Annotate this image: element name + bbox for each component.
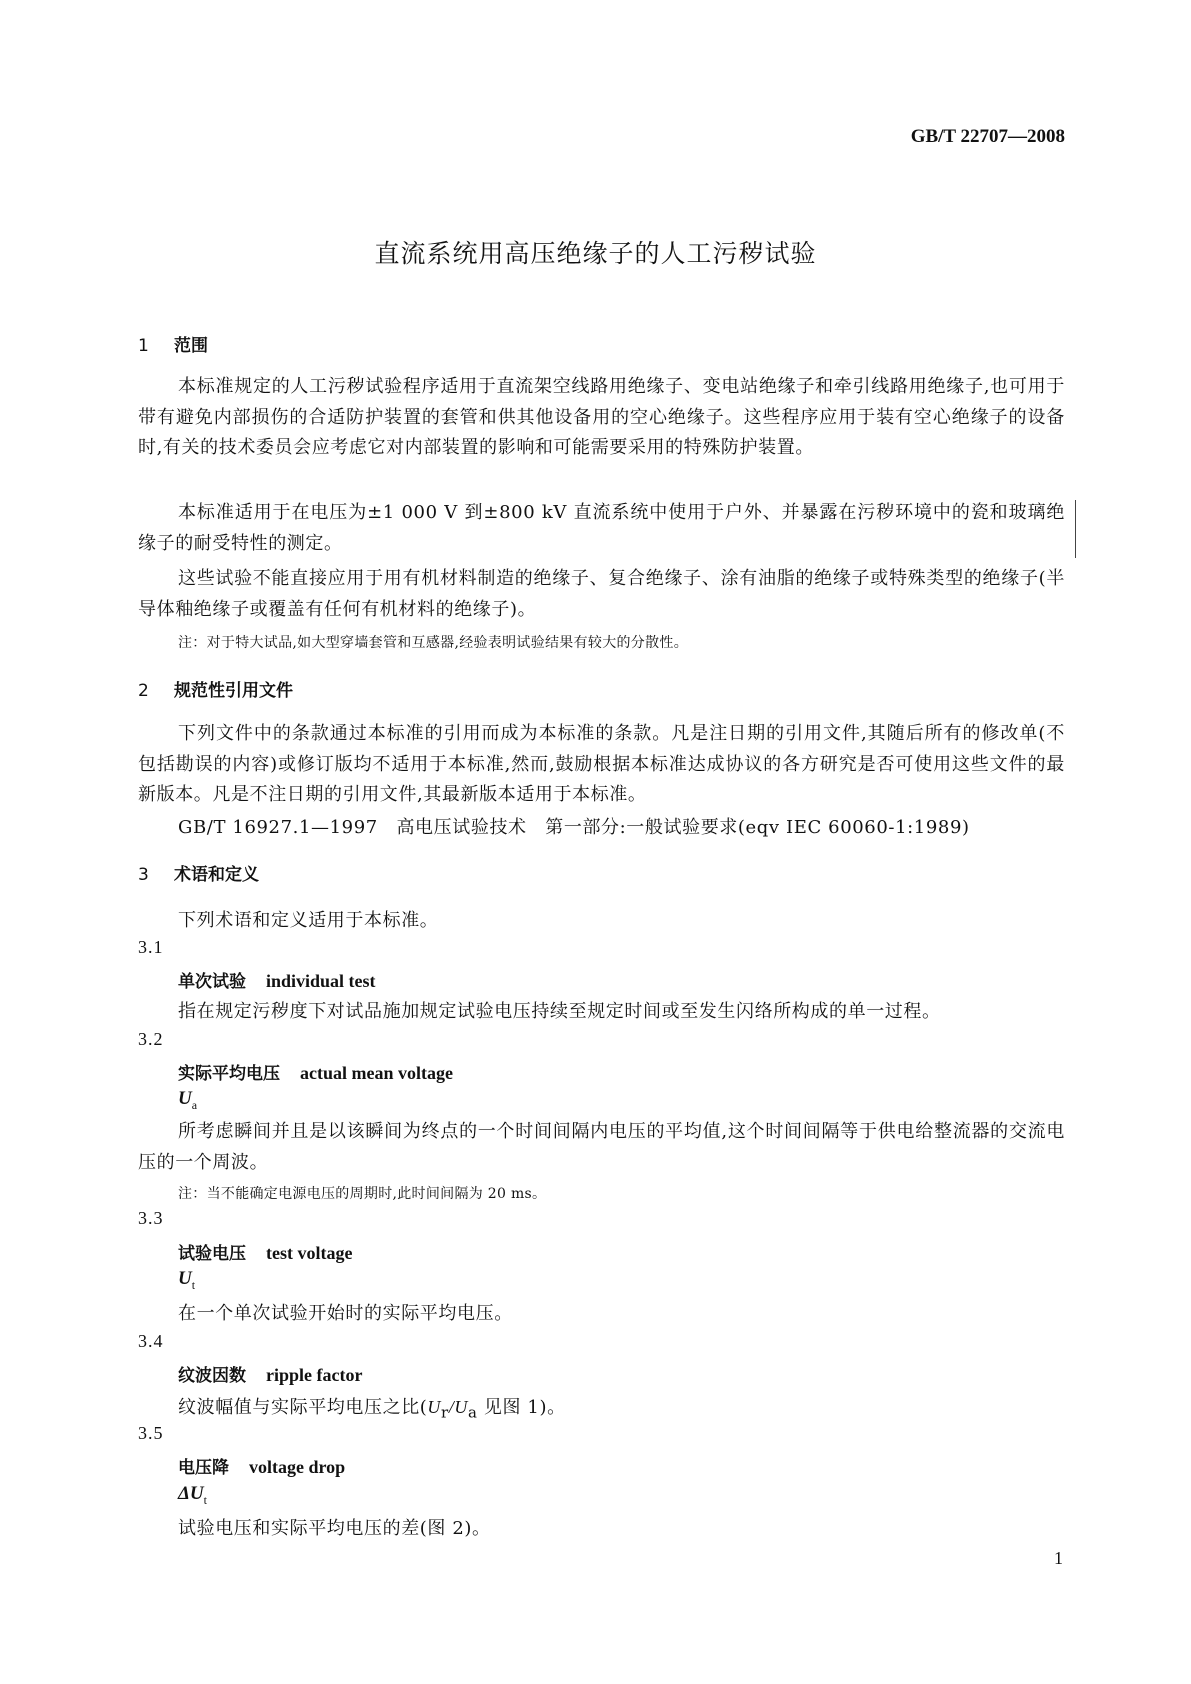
symbol-main: ΔU <box>178 1483 204 1504</box>
term-zh: 实际平均电压 <box>178 1064 280 1084</box>
definition: 试验电压和实际平均电压的差(图 2)。 <box>178 1518 491 1539</box>
paragraph: 下列术语和定义适用于本标准。 <box>178 910 439 931</box>
term-en: voltage drop <box>249 1457 346 1477</box>
standard-number: GB/T 22707—2008 <box>910 126 1065 147</box>
term <box>178 967 376 992</box>
formula-subscript: a <box>468 1403 478 1422</box>
symbol <box>178 1088 197 1113</box>
definition-text: 见图 1)。 <box>477 1397 566 1418</box>
section-2-heading <box>138 676 293 701</box>
definition: 所考虑瞬间并且是以该瞬间为终点的一个时间间隔内电压的平均值,这个时间间隔等于供电给整流器的交流电压的一个周波。 <box>138 1121 1065 1173</box>
clause-number: 3.5 <box>138 1423 164 1443</box>
definition <box>178 1393 566 1422</box>
section-number: 2 <box>138 681 149 701</box>
note: 注：对于特大试品,如大型穿墙套管和互感器,经验表明试验结果有较大的分散性。 <box>178 635 688 651</box>
formula-subscript: r <box>441 1403 449 1422</box>
clause-number: 3.2 <box>138 1029 164 1049</box>
paragraph: 下列文件中的条款通过本标准的引用而成为本标准的条款。凡是注日期的引用文件,其随后所有的修改单(不包括勘误的内容)或修订版均不适用于本标准,然而,鼓励根据本标准达成协议的各方研究是否可使用这些文件的最新版本。凡是不注日期的引用文件,其最新版本适用于本标准。 <box>138 723 1065 805</box>
section-number: 1 <box>138 336 149 356</box>
page-number: 1 <box>1054 1548 1063 1568</box>
symbol-main: U <box>178 1268 192 1289</box>
paragraph: 这些试验不能直接应用于用有机材料制造的绝缘子、复合绝缘子、涂有油脂的绝缘子或特殊类型的绝缘子(半导体釉绝缘子或覆盖有任何有机材料的绝缘子)。 <box>138 568 1065 620</box>
definition: 指在规定污秽度下对试品施加规定试验电压持续至规定时间或至发生闪络所构成的单一过程。 <box>178 1001 941 1022</box>
paragraph: 本标准适用于在电压为±1 000 V 到±800 kV 直流系统中使用于户外、并暴露在污秽环境中的瓷和玻璃绝缘子的耐受特性的测定。 <box>138 502 1065 554</box>
term <box>178 1059 453 1084</box>
note: 注：当不能确定电源电压的周期时,此时间间隔为 20 ms。 <box>178 1186 547 1202</box>
change-bar <box>1075 500 1076 558</box>
section-1-heading <box>138 331 208 356</box>
symbol-subscript: t <box>203 1492 207 1507</box>
definition-text: 纹波幅值与实际平均电压之比( <box>178 1397 428 1418</box>
symbol <box>178 1268 195 1293</box>
term-en: test voltage <box>266 1243 353 1263</box>
formula-symbol: U <box>427 1397 442 1417</box>
term <box>178 1239 352 1264</box>
symbol-subscript: a <box>191 1097 198 1112</box>
term-zh: 试验电压 <box>178 1244 246 1264</box>
term-zh: 纹波因数 <box>178 1366 246 1386</box>
symbol-main: U <box>178 1088 192 1109</box>
clause-number: 3.3 <box>138 1208 164 1228</box>
term-en: actual mean voltage <box>300 1063 453 1083</box>
section-number: 3 <box>138 865 149 885</box>
clause-number: 3.4 <box>138 1331 164 1351</box>
symbol-subscript: t <box>191 1277 196 1292</box>
definition: 在一个单次试验开始时的实际平均电压。 <box>178 1303 513 1324</box>
term-zh: 单次试验 <box>178 972 246 992</box>
section-title: 术语和定义 <box>174 865 259 885</box>
term <box>178 1361 362 1386</box>
term <box>178 1453 345 1478</box>
term-zh: 电压降 <box>178 1458 229 1478</box>
section-title: 规范性引用文件 <box>174 681 293 701</box>
formula-symbol: /U <box>448 1397 469 1417</box>
section-3-heading <box>138 860 259 885</box>
section-title: 范围 <box>174 336 208 356</box>
term-en: ripple factor <box>266 1365 363 1385</box>
paragraph: 本标准规定的人工污秽试验程序适用于直流架空线路用绝缘子、变电站绝缘子和牵引线路用绝缘子,也可用于带有避免内部损伤的合适防护装置的套管和供其他设备用的空心绝缘子。这些程序应用于装有空心绝缘子的设备时,有关的技术委员会应考虑它对内部装置的影响和可能需要采用的特殊防护装置。 <box>138 376 1065 458</box>
normative-reference: GB/T 16927.1—1997 高电压试验技术 第一部分:一般试验要求(eqv IEC 60060-1:1989) <box>178 817 970 838</box>
term-en: individual test <box>266 971 376 991</box>
document-title: 直流系统用高压绝缘子的人工污秽试验 <box>374 239 817 268</box>
clause-number: 3.1 <box>138 937 164 957</box>
symbol <box>178 1483 207 1508</box>
